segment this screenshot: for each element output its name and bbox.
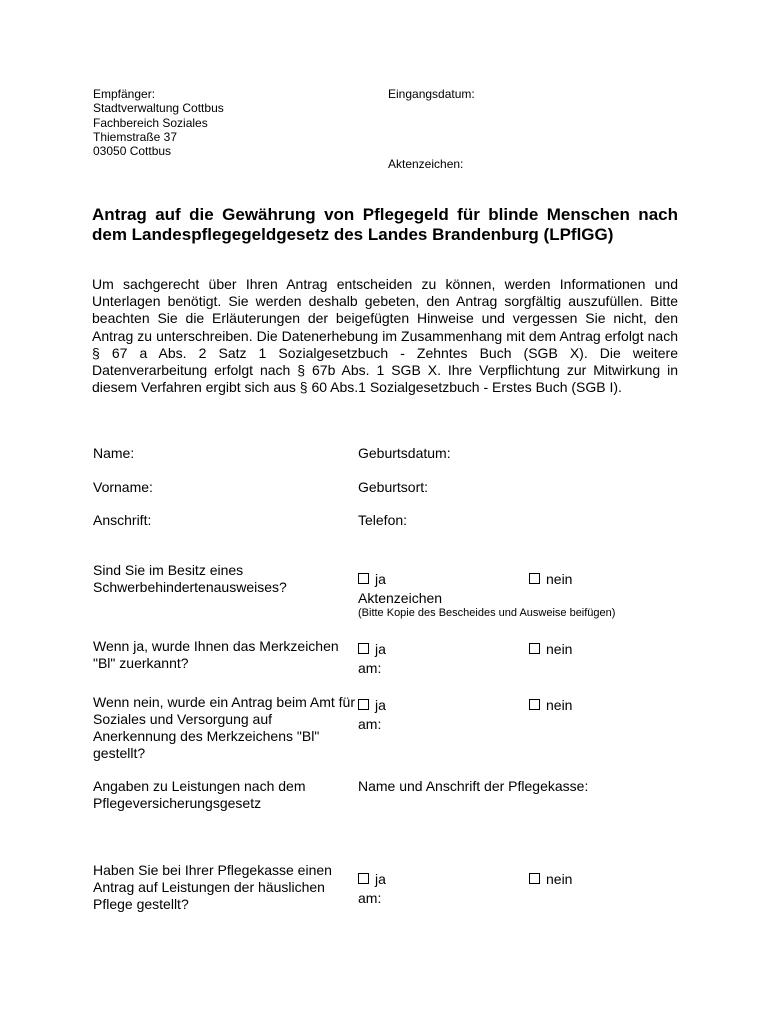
yes-label: ja <box>375 571 386 587</box>
receipt-date-label: Eingangsdatum: <box>388 87 475 101</box>
checkbox-icon <box>529 699 540 710</box>
no-label: nein <box>546 641 573 657</box>
question-care-insurance: Angaben zu Leistungen nach dem Pflegeversicherungsgesetz <box>93 778 306 811</box>
copy-note: (Bitte Kopie des Bescheides und Ausweise beifügen) <box>358 607 616 619</box>
checkbox-icon <box>529 873 540 884</box>
checkbox-no[interactable] <box>529 641 572 658</box>
file-number-label: Aktenzeichen: <box>388 157 464 171</box>
care-insurance-label: Name und Anschrift der Pflegekasse: <box>358 778 589 794</box>
name-label: Name: <box>93 445 135 461</box>
date-label: am: <box>358 716 382 732</box>
checkbox-no[interactable] <box>529 697 572 714</box>
recipient-line: 03050 Cottbus <box>93 144 172 159</box>
checkbox-no[interactable] <box>529 571 572 588</box>
phone-label: Telefon: <box>358 512 408 528</box>
yes-label: ja <box>375 871 386 887</box>
checkbox-icon <box>358 573 369 584</box>
recipient-line: Thiemstraße 37 <box>93 129 178 144</box>
address-label: Anschrift: <box>93 512 152 528</box>
form-title: Antrag auf die Gewährung von Pflegegeld für blinde Menschen nach dem Landespflegegeldgesetz des Landes Brandenburg (LPflGG) <box>92 205 678 244</box>
checkbox-icon <box>358 643 369 654</box>
birth-place-label: Geburtsort: <box>358 479 429 495</box>
checkbox-yes[interactable] <box>358 871 386 888</box>
recipient-block <box>93 87 224 158</box>
birth-date-label: Geburtsdatum: <box>358 445 451 461</box>
no-label: nein <box>546 697 573 713</box>
question-home-care: Haben Sie bei Ihrer Pflegekasse einen Antrag auf Leistungen der häuslichen Pflege gestellt? <box>93 862 332 912</box>
checkbox-yes[interactable] <box>358 641 386 658</box>
no-label: nein <box>546 571 573 587</box>
first-name-label: Vorname: <box>93 479 153 495</box>
recipient-line: Stadtverwaltung Cottbus <box>93 101 224 116</box>
intro-paragraph: Um sachgerecht über Ihren Antrag entscheiden zu können, werden Informationen und Unterlagen benötigt. Sie werden deshalb gebeten, den Antrag sorgfältig auszufüllen. Bitte beachten Sie die Erläuterungen der beigefügten Hinweise und vergessen Sie nicht, den Antrag zu unterschreiben. Die Datenerhebung im Zusammenhang mit dem Antrag erfolgt nach § 67 a Abs. 2 Satz 1 Sozialgesetzbuch - Zehntes Buch (SGB X). Die weitere Datenverarbeitung erfolgt nach § 67b Abs. 1 SGB X. Ihre Verpflichtung zur Mitwirkung in diesem Verfahren ergibt sich aus § 60 Abs.1 Sozialgesetzbuch - Erstes Buch (SGB I). <box>92 276 678 396</box>
checkbox-icon <box>529 643 540 654</box>
no-label: nein <box>546 871 573 887</box>
recipient-line: Fachbereich Soziales <box>93 115 208 130</box>
checkbox-no[interactable] <box>529 871 572 888</box>
yes-label: ja <box>375 697 386 713</box>
checkbox-yes[interactable] <box>358 697 386 714</box>
file-number-field-label: Aktenzeichen <box>358 590 443 606</box>
checkbox-icon <box>358 699 369 710</box>
date-label: am: <box>358 890 382 906</box>
question-application-bl: Wenn nein, wurde ein Antrag beim Amt für Soziales und Versorgung auf Anerkennung des Merkzeichens "Bl" gestellt? <box>93 694 355 761</box>
checkbox-icon <box>358 873 369 884</box>
recipient-label: Empfänger: <box>93 87 156 101</box>
date-label: am: <box>358 660 382 676</box>
question-disability-card: Sind Sie im Besitz eines Schwerbehindertenausweises? <box>93 562 287 595</box>
checkbox-yes[interactable] <box>358 571 386 588</box>
yes-label: ja <box>375 641 386 657</box>
checkbox-icon <box>529 573 540 584</box>
question-mark-bl: Wenn ja, wurde Ihnen das Merkzeichen "Bl" zuerkannt? <box>93 638 339 671</box>
